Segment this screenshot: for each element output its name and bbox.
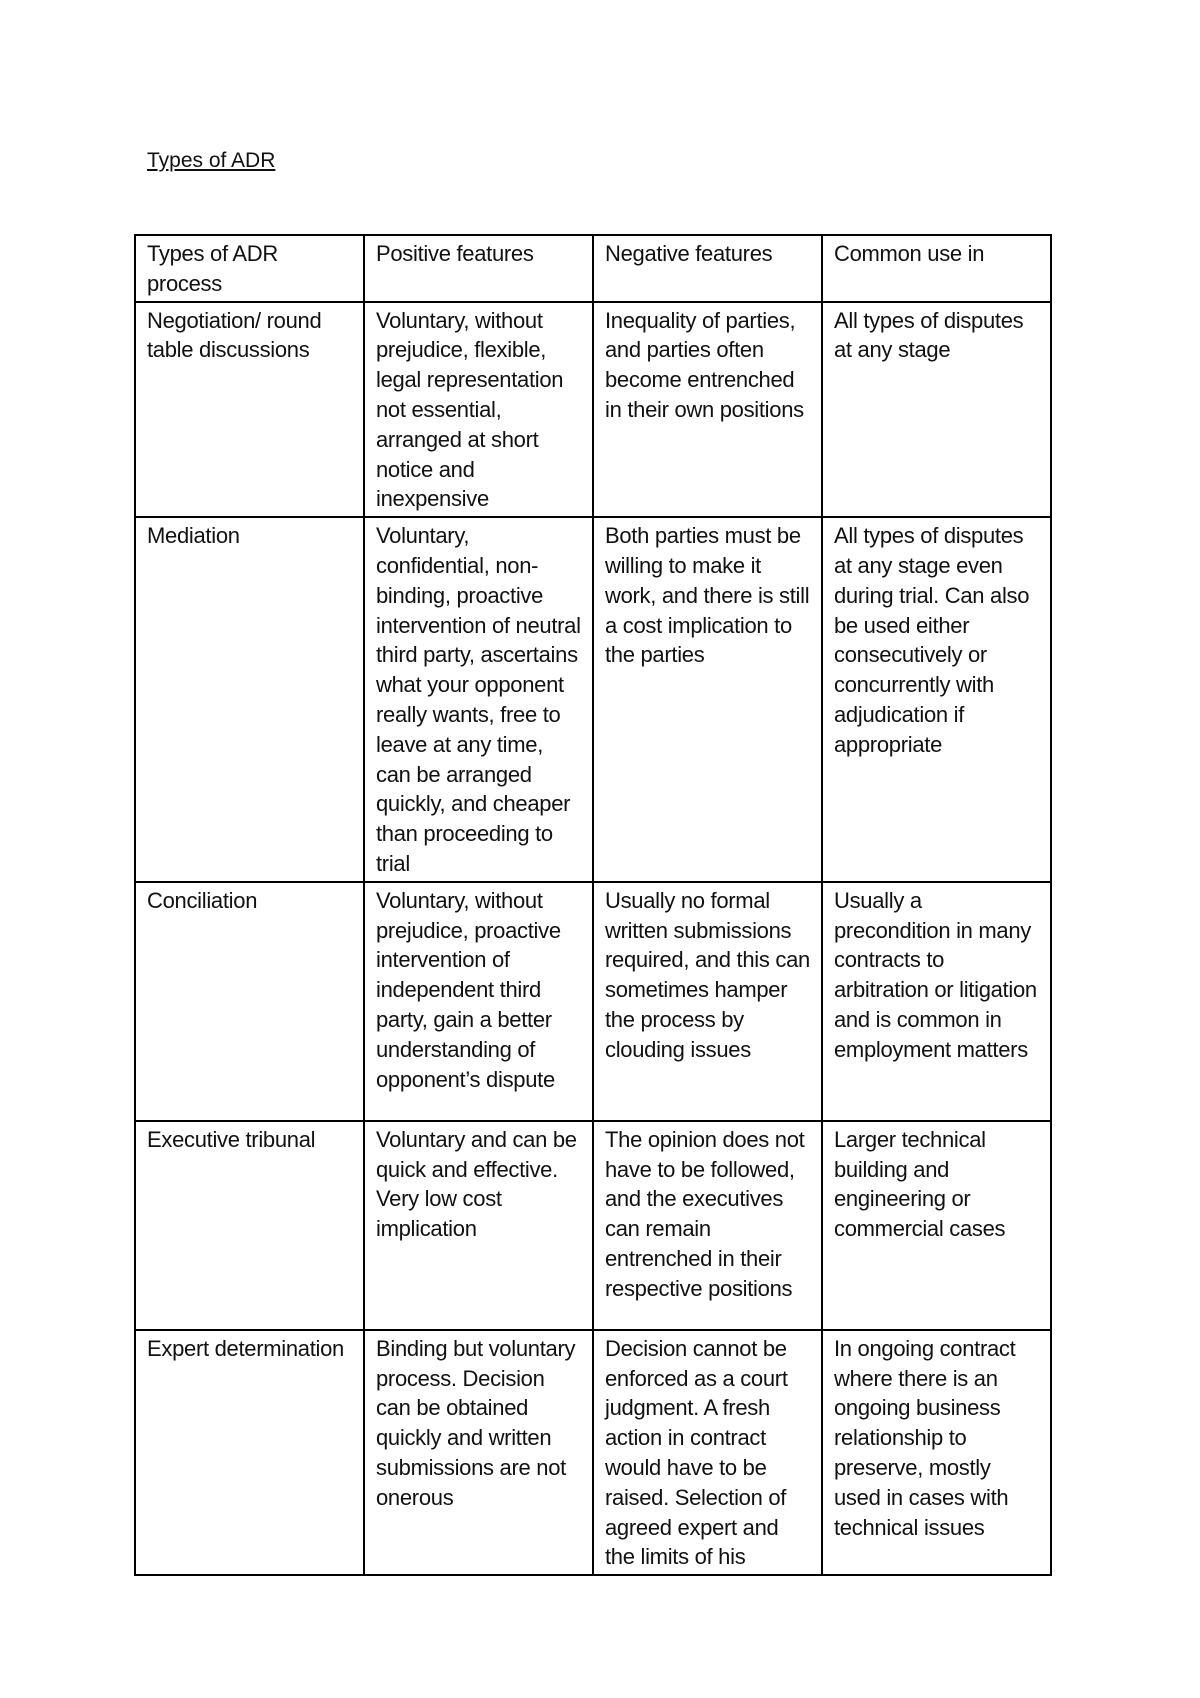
table-row bbox=[135, 882, 1051, 1121]
header-cell-type: Types of ADR process bbox=[135, 235, 364, 302]
cell-negative: Decision cannot be enforced as a court judgment. A fresh action in contract would have to be raised. Selection of agreed expert and the limits of his bbox=[593, 1330, 822, 1575]
cell-negative: Both parties must be willing to make it work, and there is still a cost implication to the parties bbox=[593, 517, 822, 882]
table-row bbox=[135, 517, 1051, 882]
table-row bbox=[135, 302, 1051, 518]
cell-positive: Voluntary, confidential, non-binding, proactive intervention of neutral third party, ascertains what your opponent really wants, free to leave at any time, can be arranged quickly, and cheaper than proceeding to trial bbox=[364, 517, 593, 882]
adr-types-table bbox=[134, 234, 1052, 1576]
header-cell-common-use: Common use in bbox=[822, 235, 1051, 302]
cell-common-use: In ongoing contract where there is an ongoing business relationship to preserve, mostly used in cases with technical issues bbox=[822, 1330, 1051, 1575]
header-cell-negative: Negative features bbox=[593, 235, 822, 302]
cell-common-use: Larger technical building and engineering or commercial cases bbox=[822, 1121, 1051, 1330]
cell-negative: The opinion does not have to be followed, and the executives can remain entrenched in their respective positions bbox=[593, 1121, 822, 1330]
header-cell-positive: Positive features bbox=[364, 235, 593, 302]
cell-positive: Binding but voluntary process. Decision can be obtained quickly and written submissions are not onerous bbox=[364, 1330, 593, 1575]
table-row bbox=[135, 1330, 1051, 1575]
cell-common-use: All types of disputes at any stage bbox=[822, 302, 1051, 518]
cell-type: Executive tribunal bbox=[135, 1121, 364, 1330]
cell-type: Conciliation bbox=[135, 882, 364, 1121]
cell-type: Mediation bbox=[135, 517, 364, 882]
page-title: Types of ADR bbox=[147, 149, 276, 172]
header-row bbox=[135, 235, 1051, 302]
cell-positive: Voluntary, without prejudice, flexible, legal representation not essential, arranged at short notice and inexpensive bbox=[364, 302, 593, 518]
cell-negative: Inequality of parties, and parties often become entrenched in their own positions bbox=[593, 302, 822, 518]
table-row bbox=[135, 1121, 1051, 1330]
cell-type: Negotiation/ round table discussions bbox=[135, 302, 364, 518]
cell-positive: Voluntary, without prejudice, proactive intervention of independent third party, gain a better understanding of opponent’s dispute bbox=[364, 882, 593, 1121]
cell-common-use: Usually a precondition in many contracts to arbitration or litigation and is common in employment matters bbox=[822, 882, 1051, 1121]
cell-positive: Voluntary and can be quick and effective. Very low cost implication bbox=[364, 1121, 593, 1330]
cell-common-use: All types of disputes at any stage even during trial. Can also be used either consecutively or concurrently with adjudication if appropriate bbox=[822, 517, 1051, 882]
cell-type: Expert determination bbox=[135, 1330, 364, 1575]
cell-negative: Usually no formal written submissions required, and this can sometimes hamper the process by clouding issues bbox=[593, 882, 822, 1121]
